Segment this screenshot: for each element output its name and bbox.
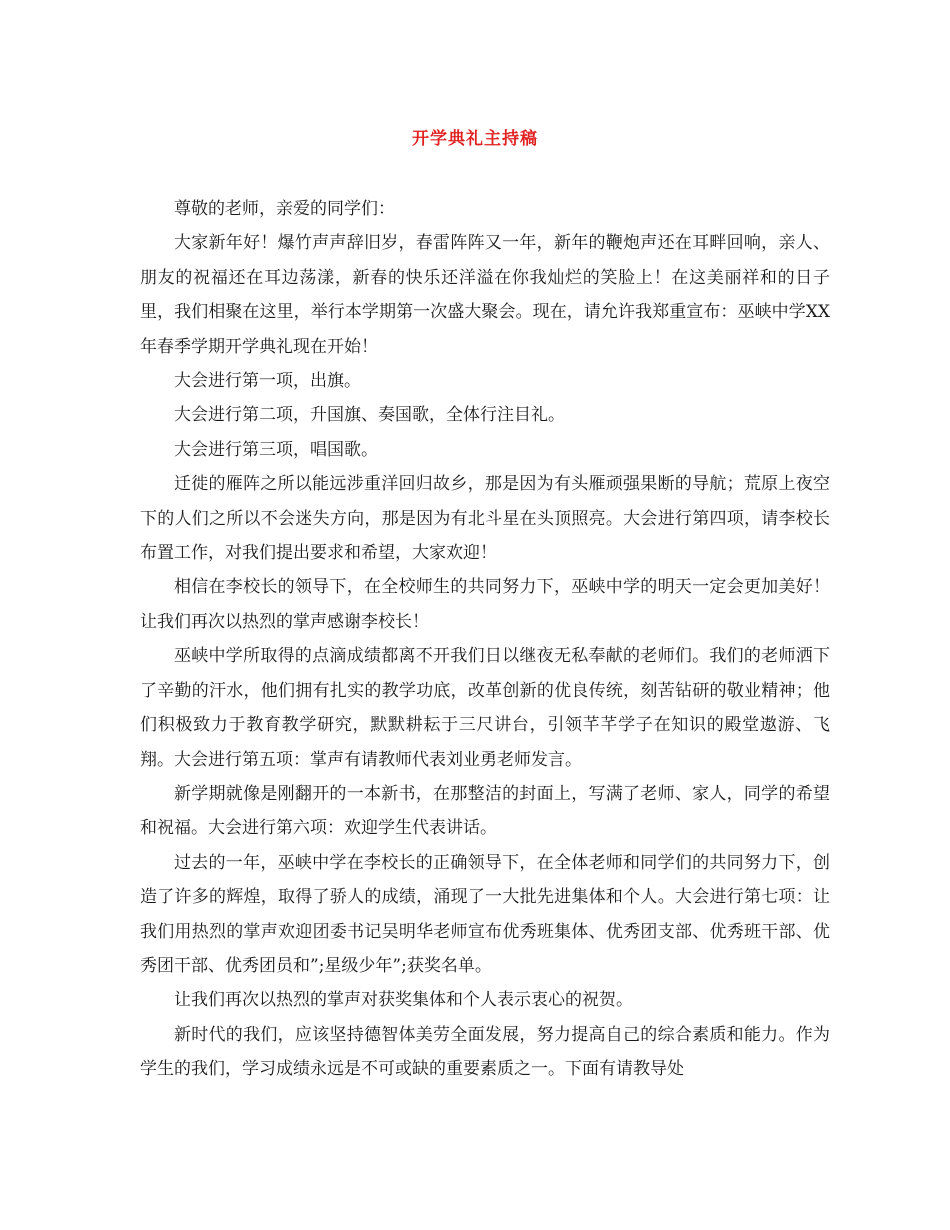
- paragraph: 相信在李校长的领导下，在全校师生的共同努力下，巫峡中学的明天一定会更加美好！让我们再次以热烈的掌声感谢李校长！: [140, 577, 830, 632]
- paragraph: 迁徙的雁阵之所以能远涉重洋回归故乡，那是因为有头雁顽强果断的导航；荒原上夜空下的人们之所以不会迷失方向，那是因为有北斗星在头顶照亮。大会进行第四项，请李校长布置工作，对我们提出要求和希望，大家欢迎！: [140, 474, 830, 564]
- paragraph: 大家新年好！爆竹声声辞旧岁，春雷阵阵又一年，新年的鞭炮声还在耳畔回响，亲人、朋友的祝福还在耳边荡漾，新春的快乐还洋溢在你我灿烂的笑脸上！在这美丽祥和的日子里，我们相聚在这里，举行本学期第一次盛大聚会。现在，请允许我郑重宣布：巫峡中学XX年春季学期开学典礼现在开始！: [140, 233, 830, 357]
- paragraph: 尊敬的老师，亲爱的同学们：: [174, 199, 395, 219]
- paragraph: 新时代的我们，应该坚持德智体美劳全面发展，努力提高自己的综合素质和能力。作为学生的我们，学习成绩永远是不可或缺的重要素质之一。下面有请教导处: [140, 1024, 830, 1080]
- paragraph: 新学期就像是刚翻开的一本新书，在那整洁的封面上，写满了老师、家人，同学的希望和祝福。大会进行第六项：欢迎学生代表讲话。: [140, 783, 830, 839]
- document-body: [140, 192, 830, 1087]
- paragraph: 大会进行第二项，升国旗、奏国歌，全体行注目礼。: [174, 405, 565, 426]
- paragraph: 让我们再次以热烈的掌声对获奖集体和个人表示衷心的祝贺。: [174, 990, 633, 1011]
- paragraph: 大会进行第三项，唱国歌。: [174, 439, 378, 460]
- paragraph: 过去的一年，巫峡中学在李校长的正确领导下，在全体老师和同学们的共同努力下，创造了许多的辉煌，取得了骄人的成绩，涌现了一大批先进集体和个人。大会进行第七项：让我们用热烈的掌声欢迎团委书记吴明华老师宣布优秀班集体、优秀团支部、优秀班干部、优秀团干部、优秀团员和”;星级少年”;获奖名单。: [140, 852, 830, 976]
- paragraph: 巫峡中学所取得的点滴成绩都离不开我们日以继夜无私奉献的老师们。我们的老师洒下了辛勤的汗水，他们拥有扎实的教学功底，改革创新的优良传统，刻苦钻研的敬业精神；他们积极致力于教育教学研究，默默耕耘于三尺讲台，引领芊芊学子在知识的殿堂遨游、飞翔。大会进行第五项：掌声有请教师代表刘业勇老师发言。: [140, 646, 830, 770]
- document-title: 开学典礼主持稿: [412, 129, 538, 149]
- paragraph: 大会进行第一项，出旗。: [174, 371, 361, 392]
